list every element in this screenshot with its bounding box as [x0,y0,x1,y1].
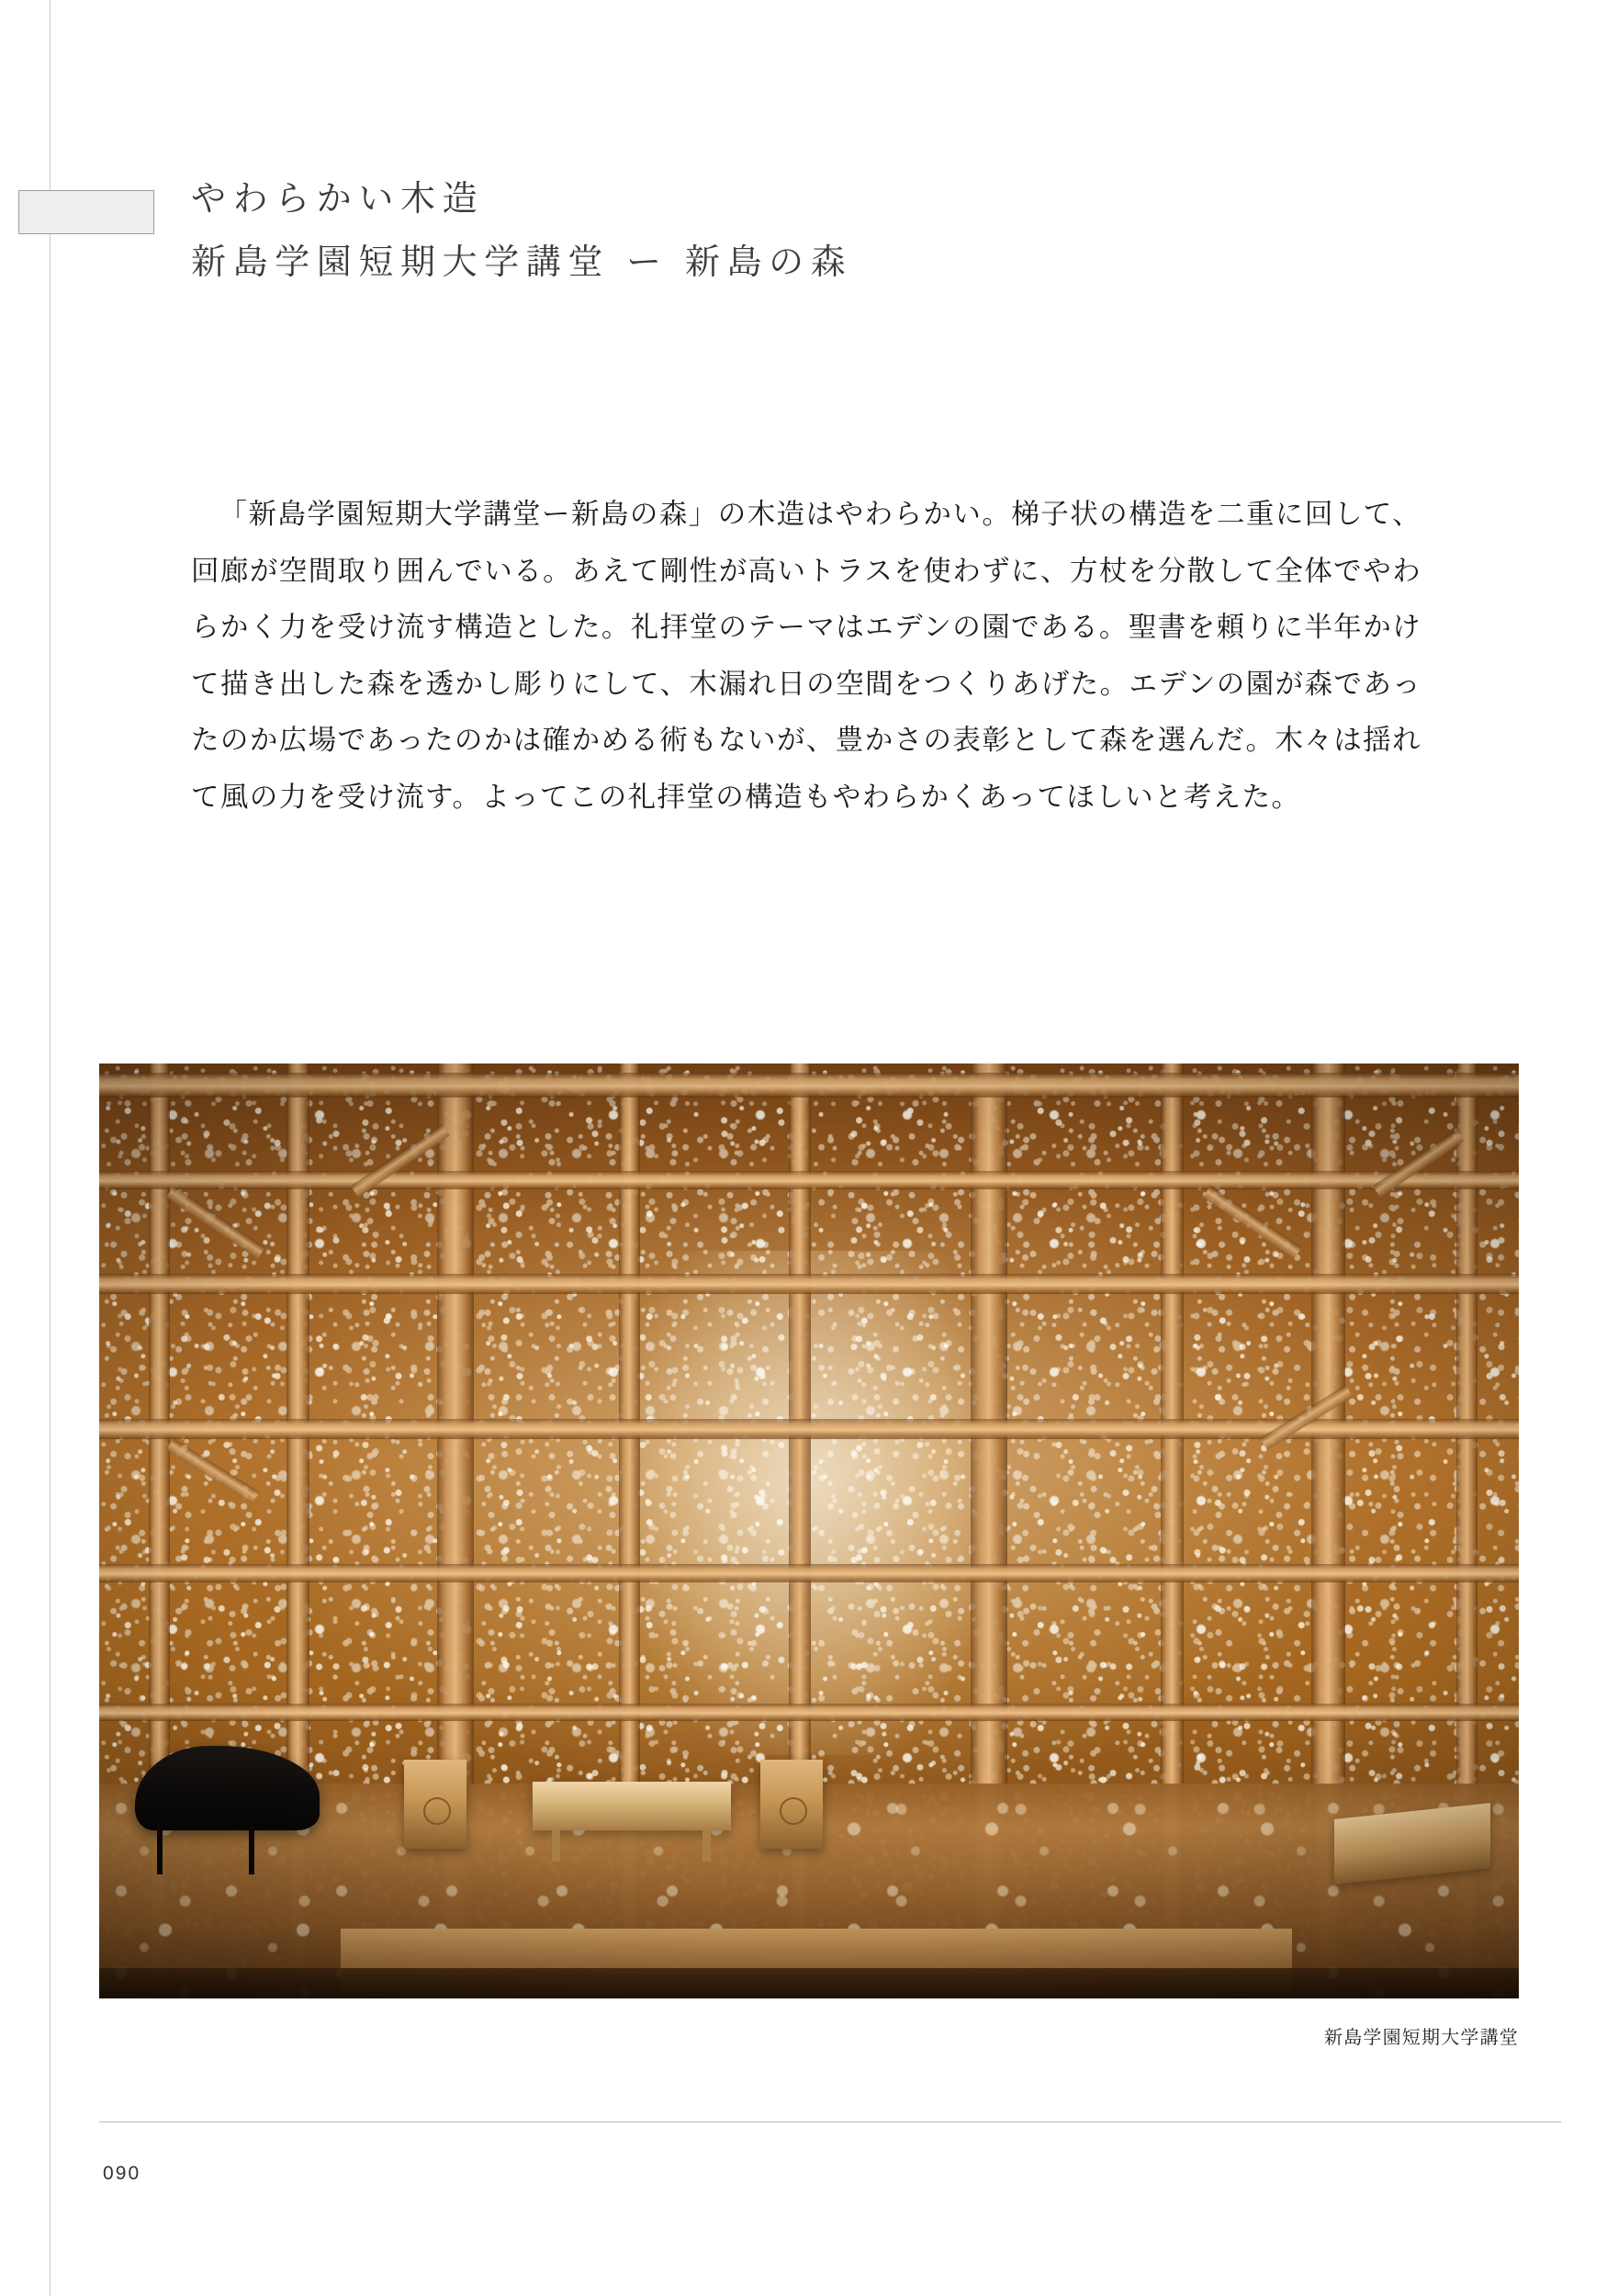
page-number: 090 [103,2163,141,2184]
figure [99,1064,1519,2049]
lectern-right [760,1760,823,1849]
piano-leg [249,1827,254,1874]
timber-beam [99,1171,1519,1189]
piano-leg [157,1827,163,1874]
chapel-interior-photo [99,1064,1519,1998]
timber-beam [99,1704,1519,1720]
chapter-marker-tab [18,190,154,234]
timber-beam [99,1564,1519,1582]
timber-beam [99,1073,1519,1097]
page-title-line-1: やわらかい木造 [191,180,485,219]
page-title [191,174,1385,288]
figure-caption: 新島学園短期大学講堂 [1324,2028,1519,2048]
body-text-block [191,487,1421,827]
body-paragraph: 「新島学園短期大学講堂ー新島の森」の木造はやわらかい。梯子状の構造を二重に回して、回廊が空間取り囲んでいる。あえて剛性が高いトラスを使わずに、方杖を分散して全体でやわらかく力を受け流す構造とした。礼拝堂のテーマはエデンの園である。聖書を頼りに半年かけて描き出した森を透かし彫りにして、木漏れ日の空間をつくりあげた。エデンの園が森であったのか広場であったのかは確かめる術もないが、豊かさの表彰として森を選んだ。木々は揺れて風の力を受け流す。よってこの礼拝堂の構造もやわらかくあってほしいと考えた。 [191,499,1421,814]
foreground-shadow-band [99,1968,1519,1998]
page-title-line-2: 新島学園短期大学講堂 ー 新島の森 [191,243,853,283]
timber-beam [99,1274,1519,1294]
altar-table [533,1782,731,1830]
lectern-left [404,1760,466,1849]
